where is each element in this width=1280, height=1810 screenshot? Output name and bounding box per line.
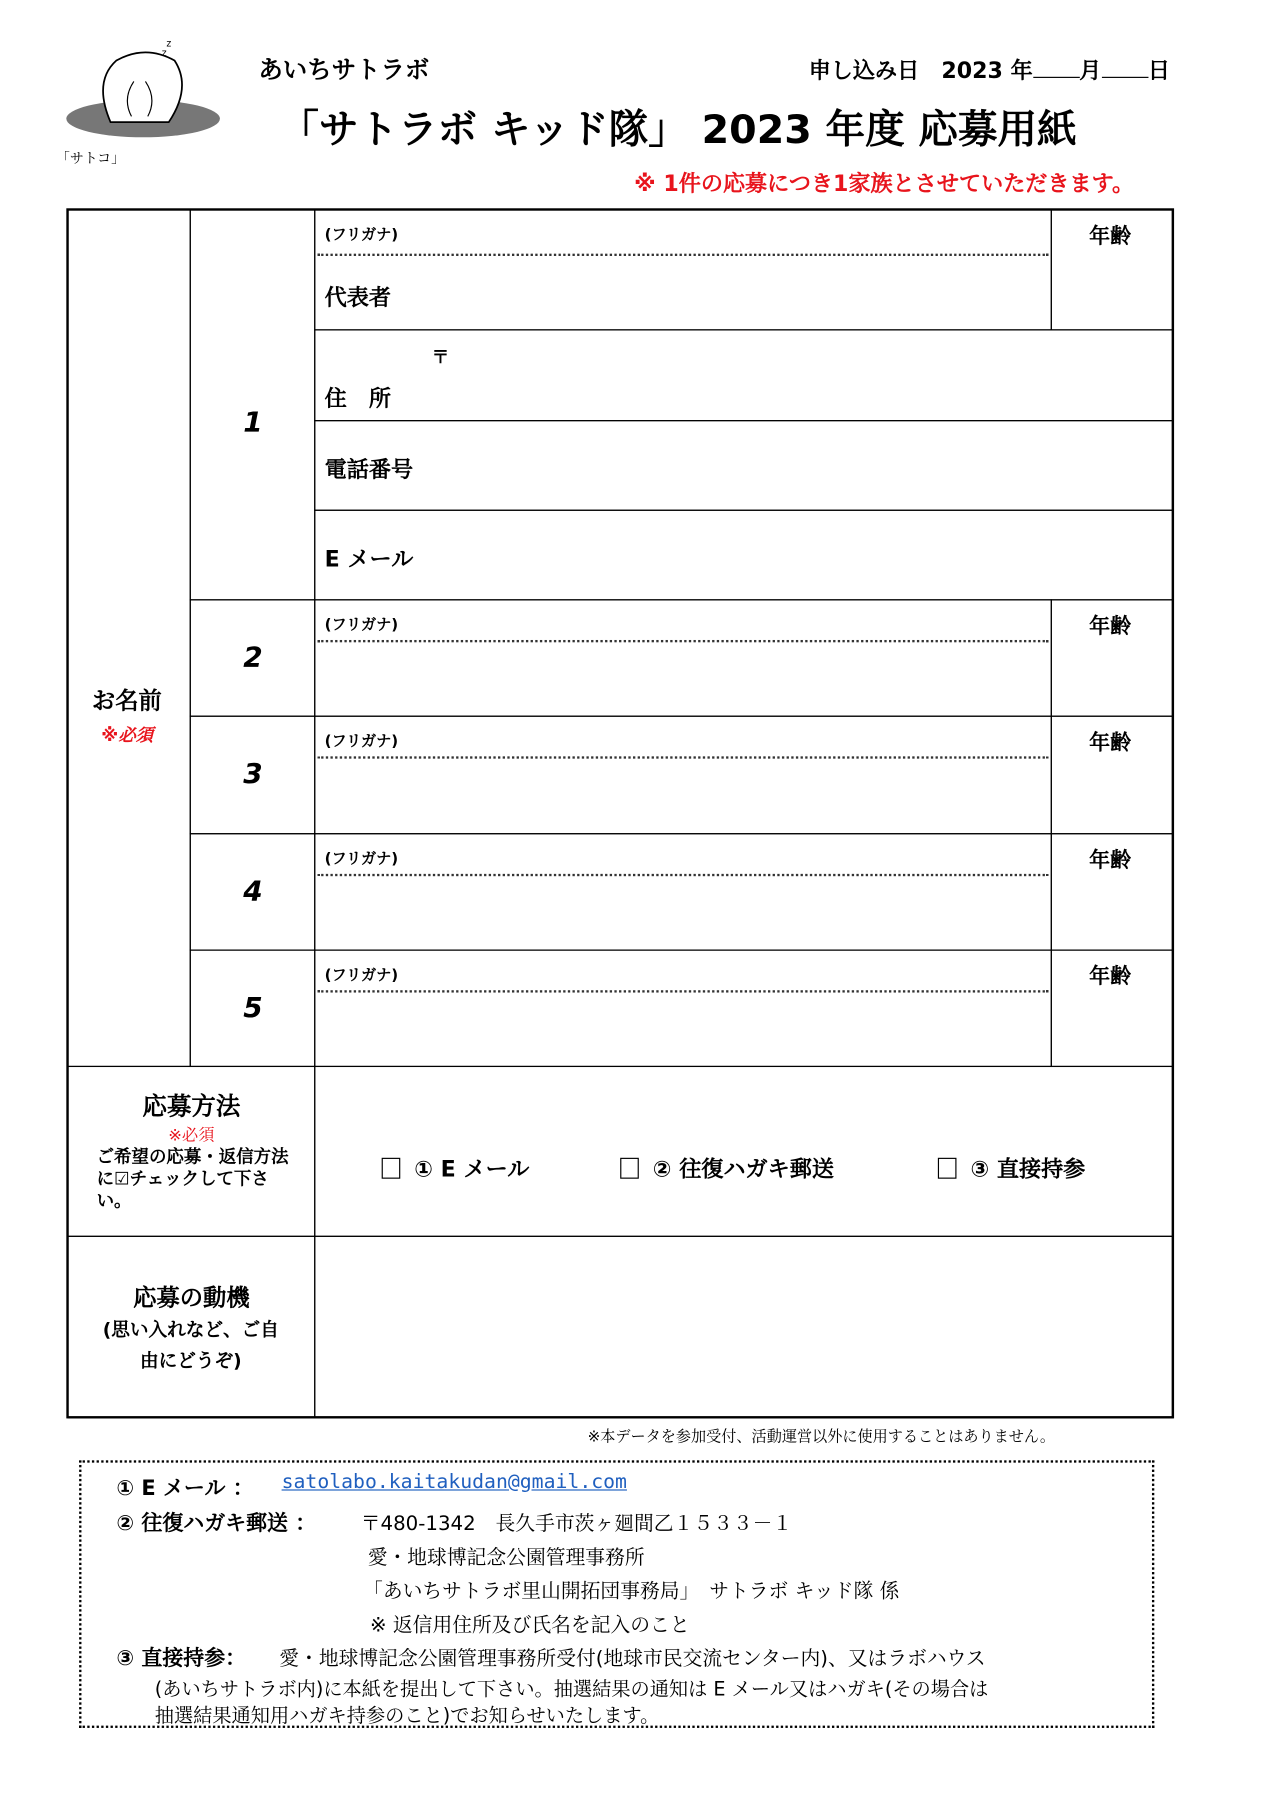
representative-label: 代表者	[324, 285, 391, 311]
address-label: 住 所	[324, 386, 391, 412]
member-name-field[interactable]	[314, 599, 1052, 717]
option-label: ③ 直接持参	[970, 1156, 1086, 1183]
option-email[interactable]	[382, 1152, 530, 1183]
mascot-caption: 「サトコ」	[55, 150, 126, 167]
motive-subtitle: (思い入れなど、ご自由にどうぞ)	[102, 1318, 279, 1372]
option-label: ① E メール	[414, 1156, 530, 1183]
postal-mark: 〒	[431, 346, 450, 368]
direct-line-3: 抽選結果通知用ハガキ持参のこと)でお知らせいたします。	[154, 1704, 660, 1727]
method-instruction: ご希望の応募・返信方法に☑チェックして下さい。	[96, 1146, 289, 1212]
row-number-cell	[190, 716, 316, 835]
direct-line-2: (あいちサトラボ内)に本紙を提出して下さい。抽選結果の通知は E メール又はハガキ(その場合は	[154, 1677, 989, 1701]
email-method-label: ① E メール ：	[116, 1476, 254, 1502]
row-number: 5	[243, 991, 263, 1024]
required-mark: ※必須	[101, 724, 154, 746]
one-family-notice: ※ 1件の応募につき1家族とさせていただきます。	[634, 171, 1135, 197]
month-label: 月	[1079, 58, 1102, 84]
name-section-label: お名前	[91, 686, 162, 715]
svg-text:z: z	[166, 38, 172, 50]
row-number-cell	[190, 209, 316, 600]
direct-line-1: 愛・地球博記念公園管理事務所受付(地球市民交流センター内)、又はラボハウス	[279, 1647, 986, 1671]
motive-field[interactable]	[314, 1236, 1173, 1419]
method-label-cell	[67, 1066, 315, 1237]
row-number: 4	[243, 875, 263, 908]
post-method-label: ② 往復ハガキ郵送 ：	[116, 1511, 317, 1536]
motive-label-cell	[67, 1236, 315, 1419]
date-label: 申し込み日 2023 年	[808, 58, 1033, 84]
post-recipient: 「あいちサトラボ里山開拓団事務局」 サトラボ キッド隊 係	[363, 1580, 900, 1604]
age-field[interactable]	[1051, 949, 1173, 1067]
age-field[interactable]	[1051, 209, 1173, 330]
checkbox[interactable]	[620, 1158, 639, 1179]
furigana-divider	[318, 254, 1049, 256]
age-field[interactable]	[1051, 599, 1173, 717]
option-direct[interactable]	[938, 1152, 1085, 1183]
row-number-cell	[190, 949, 316, 1067]
age-label: 年齢	[1089, 730, 1132, 756]
email-label: E メール	[324, 546, 414, 573]
row-number: 3	[243, 757, 263, 791]
row-number-cell	[190, 833, 316, 951]
org-name: あいちサトラボ	[258, 55, 430, 84]
furigana-label: (フリガナ)	[324, 966, 399, 985]
checkbox[interactable]	[382, 1158, 401, 1179]
furigana-label: (フリガナ)	[324, 226, 399, 245]
furigana-divider	[318, 990, 1049, 992]
address-field[interactable]	[314, 329, 1173, 421]
phone-label: 電話番号	[324, 457, 414, 483]
furigana-label: (フリガナ)	[324, 733, 399, 751]
option-postcard[interactable]	[620, 1152, 834, 1183]
representative-name-field[interactable]	[314, 209, 1052, 330]
row-number: 1	[243, 406, 263, 439]
furigana-divider	[318, 756, 1049, 758]
member-name-field[interactable]	[314, 833, 1052, 951]
name-section-cell	[67, 209, 190, 1067]
age-label: 年齢	[1089, 848, 1132, 873]
age-label: 年齢	[1089, 614, 1132, 639]
furigana-divider	[318, 874, 1049, 876]
direct-method-label: ③ 直接持参：	[116, 1646, 247, 1671]
day-label: 日	[1147, 58, 1171, 84]
age-field[interactable]	[1051, 833, 1173, 951]
age-field[interactable]	[1051, 716, 1173, 835]
post-office: 愛・地球博記念公園管理事務所	[367, 1546, 645, 1570]
contact-email-link[interactable]: satolabo.kaitakudan@gmail.com	[281, 1470, 627, 1495]
furigana-label: (フリガナ)	[324, 850, 399, 869]
member-name-field[interactable]	[314, 949, 1052, 1067]
privacy-note: ※本データを参加受付、活動運営以外に使用することはありません。	[587, 1428, 1056, 1447]
row-number: 2	[243, 641, 263, 674]
furigana-divider	[318, 640, 1049, 642]
email-field[interactable]	[314, 510, 1173, 601]
option-label: ② 往復ハガキ郵送	[652, 1156, 834, 1183]
age-label: 年齢	[1089, 964, 1132, 990]
post-address: 〒480-1342 長久手市茨ヶ廻間乙１５３３－１	[360, 1512, 793, 1536]
day-field[interactable]	[1101, 77, 1148, 78]
furigana-label: (フリガナ)	[324, 616, 399, 635]
motive-title: 応募の動機	[133, 1283, 250, 1312]
post-note: ※ 返信用住所及び氏名を記入のこと	[370, 1613, 690, 1638]
age-label: 年齢	[1089, 224, 1132, 250]
row-number-cell	[190, 599, 316, 717]
method-title: 応募方法	[142, 1092, 241, 1121]
page-title: 「サトラボ キッド隊」 2023 年度 応募用紙	[279, 107, 1077, 154]
phone-field[interactable]	[314, 420, 1173, 511]
method-required: ※必須	[168, 1126, 215, 1145]
checkbox[interactable]	[938, 1158, 957, 1179]
application-date	[809, 54, 1170, 85]
month-field[interactable]	[1033, 77, 1080, 78]
svg-text:z: z	[161, 47, 167, 59]
sheep-mascot-icon	[64, 35, 227, 146]
member-name-field[interactable]	[314, 716, 1052, 835]
